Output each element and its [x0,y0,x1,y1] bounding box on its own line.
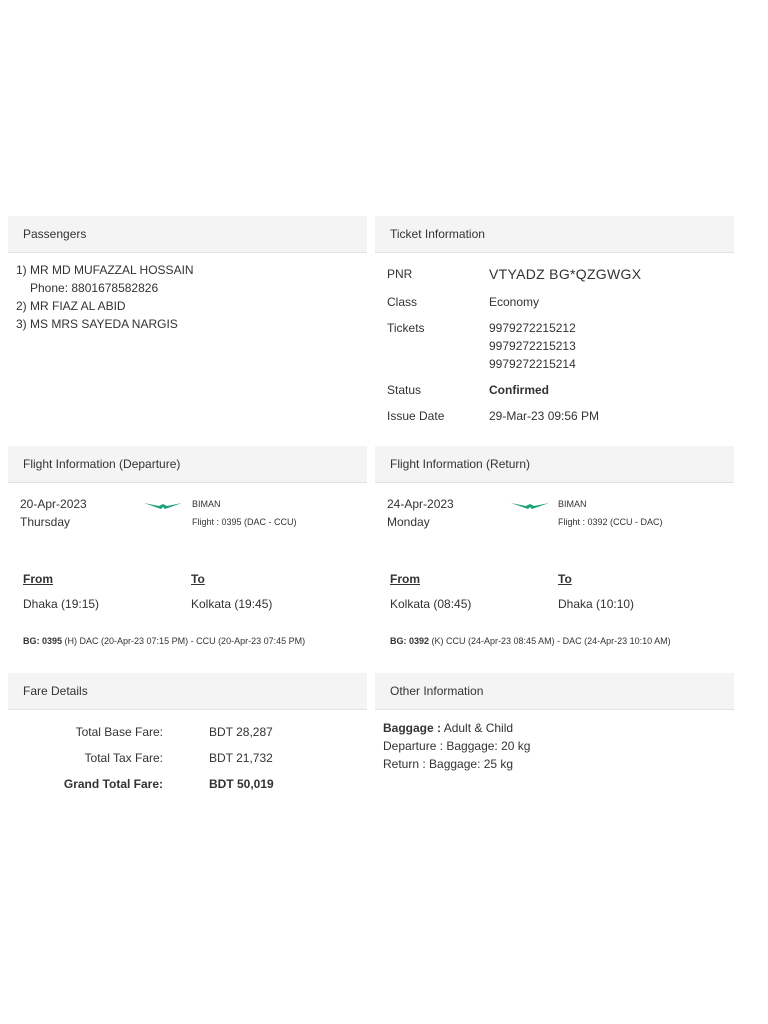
departure-flight: Flight : 0395 (DAC - CCU) [192,517,297,527]
ticket-number: 9979272215212 [489,321,576,335]
departure-to-label: To [191,572,205,586]
other-header [375,673,734,710]
return-baggage: Return : Baggage: 25 kg [383,757,514,771]
class-label: Class [387,295,418,309]
return-header [375,446,734,483]
return-from-value: Kolkata (08:45) [390,597,472,611]
departure-from-value: Dhaka (19:15) [23,597,100,611]
ticket-title: Ticket Information [390,227,485,241]
return-segment-detail: (K) CCU (24-Apr-23 08:45 AM) - DAC (24-Apr-23 10:10 AM) [429,636,671,646]
passenger-1: 1) MR MD MUFAZZAL HOSSAIN [16,263,194,277]
ticket-number: 9979272215214 [489,357,576,371]
base-fare-label: Total Base Fare: [75,725,163,739]
return-title: Flight Information (Return) [390,457,531,471]
tax-fare-label: Total Tax Fare: [84,751,163,765]
airline-logo-icon [510,499,550,511]
departure-baggage: Departure : Baggage: 20 kg [383,739,531,753]
departure-segment-detail: (H) DAC (20-Apr-23 07:15 PM) - CCU (20-Apr-23 07:45 PM) [62,636,306,646]
departure-segment [23,636,305,646]
status-value: Confirmed [489,383,549,397]
passenger-2: 2) MR FIAZ AL ABID [16,299,126,313]
tax-fare-value: BDT 21,732 [209,751,273,765]
ticket-number: 9979272215213 [489,339,576,353]
departure-date: 20-Apr-2023 [20,497,87,511]
return-segment-code: BG: 0392 [390,636,430,646]
other-title: Other Information [390,684,484,698]
base-fare-value: BDT 28,287 [209,725,273,739]
departure-from-label: From [23,572,53,586]
passengers-title: Passengers [23,227,87,241]
baggage-value: Adult & Child [441,721,514,735]
departure-to-value: Kolkata (19:45) [191,597,273,611]
passenger-1-phone: Phone: 8801678582826 [30,281,159,295]
return-to-label: To [558,572,572,586]
baggage-line [383,721,513,735]
departure-title: Flight Information (Departure) [23,457,181,471]
fare-header [8,673,367,710]
departure-segment-code: BG: 0395 [23,636,63,646]
return-day: Monday [387,515,430,529]
return-flight: Flight : 0392 (CCU - DAC) [558,517,663,527]
return-date: 24-Apr-2023 [387,497,454,511]
return-segment [390,636,671,646]
departure-header [8,446,367,483]
pnr-value: VTYADZ BG*QZGWGX [489,266,642,282]
grand-fare-value: BDT 50,019 [209,777,274,791]
issue-date-value: 29-Mar-23 09:56 PM [489,409,600,423]
issue-date-label: Issue Date [387,409,445,423]
tickets-label: Tickets [387,321,425,335]
passengers-header [8,216,367,253]
passenger-3: 3) MS MRS SAYEDA NARGIS [16,317,178,331]
departure-airline: BIMAN [192,499,221,509]
return-airline: BIMAN [558,499,587,509]
airline-logo-icon [143,499,183,511]
status-label: Status [387,383,422,397]
fare-title: Fare Details [23,684,88,698]
baggage-label: Baggage : [383,721,442,735]
grand-fare-label: Grand Total Fare: [63,777,163,791]
pnr-label: PNR [387,267,413,281]
return-from-label: From [390,572,420,586]
return-to-value: Dhaka (10:10) [558,597,635,611]
class-value: Economy [489,295,540,309]
ticket-header [375,216,734,253]
departure-day: Thursday [20,515,71,529]
